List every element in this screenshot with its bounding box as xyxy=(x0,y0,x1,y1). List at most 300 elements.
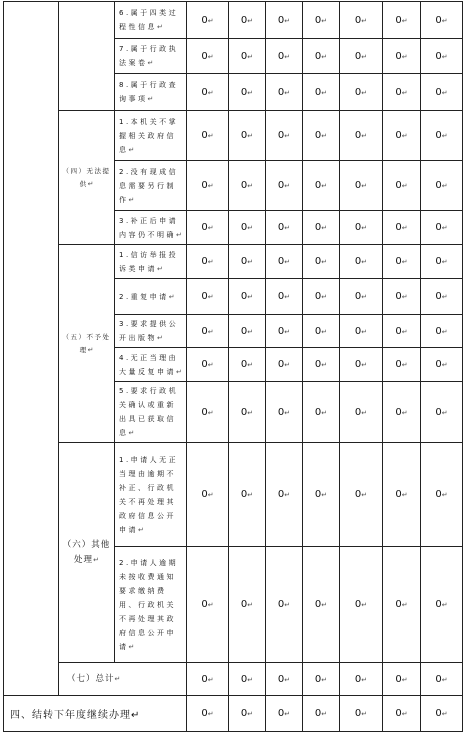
cell-value: 0 xyxy=(435,489,442,500)
paragraph-mark: ↵ xyxy=(361,491,368,499)
paragraph-mark: ↵ xyxy=(441,491,448,499)
count-cell xyxy=(266,382,303,443)
paragraph-mark: ↵ xyxy=(207,132,214,140)
count-cell xyxy=(187,74,229,111)
paragraph-mark: ↵ xyxy=(361,710,368,718)
cell-value: 0 xyxy=(395,406,402,418)
count-cell xyxy=(421,161,463,211)
carry-over-label-text: 四、结转下年度继续办理 xyxy=(10,710,131,721)
group-label-text: （四）无法提供 xyxy=(62,166,111,188)
count-cell xyxy=(187,348,229,382)
paragraph-mark: ↵ xyxy=(207,258,214,266)
paragraph-mark: ↵ xyxy=(441,293,448,301)
total-cell xyxy=(303,663,340,696)
count-cell xyxy=(266,74,303,111)
paragraph-mark: ↵ xyxy=(207,88,214,97)
carry-over-cell xyxy=(383,696,421,732)
paragraph-mark: ↵ xyxy=(168,292,175,301)
row-label xyxy=(115,245,187,279)
count-cell xyxy=(187,315,229,348)
count-cell xyxy=(340,279,383,315)
paragraph-mark: ↵ xyxy=(138,525,144,534)
paragraph-mark: ↵ xyxy=(176,367,182,376)
cell-value: 0 xyxy=(395,673,402,685)
cell-value: 0 xyxy=(240,291,248,302)
count-cell xyxy=(383,211,421,245)
count-cell xyxy=(340,111,383,161)
count-cell xyxy=(187,2,229,39)
count-cell xyxy=(229,315,266,348)
total-cell xyxy=(340,663,383,696)
paragraph-mark: ↵ xyxy=(284,675,291,684)
cell-value: 0 xyxy=(314,130,322,141)
paragraph-mark: ↵ xyxy=(441,88,448,97)
paragraph-mark: ↵ xyxy=(321,361,328,369)
cell-value: 0 xyxy=(201,130,208,141)
cell-value: 0 xyxy=(277,180,285,191)
cell-value: 0 xyxy=(395,180,402,191)
paragraph-mark: ↵ xyxy=(441,408,448,417)
count-cell xyxy=(229,245,266,279)
cell-value: 0 xyxy=(435,359,442,370)
paragraph-mark: ↵ xyxy=(361,408,368,417)
cell-value: 0 xyxy=(201,673,208,685)
count-cell xyxy=(187,39,229,74)
group-other xyxy=(59,443,115,663)
cell-value: 0 xyxy=(240,708,248,719)
paragraph-mark: ↵ xyxy=(441,675,448,684)
count-cell xyxy=(266,111,303,161)
count-cell xyxy=(266,211,303,245)
cell-value: 0 xyxy=(314,256,322,267)
paragraph-mark: ↵ xyxy=(321,408,328,417)
paragraph-mark: ↵ xyxy=(361,675,368,684)
total-cell xyxy=(383,663,421,696)
cell-value: 0 xyxy=(435,406,442,418)
cell-value: 0 xyxy=(277,673,285,685)
count-cell xyxy=(383,74,421,111)
paragraph-mark: ↵ xyxy=(321,16,328,25)
count-cell xyxy=(187,245,229,279)
cell-value: 0 xyxy=(395,86,402,98)
paragraph-mark: ↵ xyxy=(401,408,408,417)
row-label xyxy=(115,348,187,382)
cell-value: 0 xyxy=(240,222,248,233)
paragraph-mark: ↵ xyxy=(321,675,328,684)
paragraph-mark: ↵ xyxy=(128,429,135,437)
paragraph-mark: ↵ xyxy=(361,88,368,97)
cell-value: 0 xyxy=(314,180,322,191)
cell-value: 0 xyxy=(395,14,402,26)
carry-over-cell xyxy=(421,696,463,732)
cell-value: 0 xyxy=(277,325,285,337)
paragraph-mark: ↵ xyxy=(247,675,254,684)
cell-value: 0 xyxy=(277,291,285,302)
cell-value: 0 xyxy=(314,406,322,418)
count-cell xyxy=(383,39,421,74)
table-row xyxy=(4,2,463,39)
count-cell xyxy=(229,547,266,663)
cell-value: 0 xyxy=(435,14,442,26)
paragraph-mark: ↵ xyxy=(284,361,291,369)
cell-value: 0 xyxy=(314,50,322,62)
paragraph-mark: ↵ xyxy=(176,230,182,239)
paragraph-mark: ↵ xyxy=(361,182,368,190)
paragraph-mark: ↵ xyxy=(87,345,94,354)
paragraph-mark: ↵ xyxy=(321,132,328,140)
count-cell xyxy=(303,315,340,348)
paragraph-mark: ↵ xyxy=(207,293,214,301)
cell-value: 0 xyxy=(277,86,285,98)
paragraph-mark: ↵ xyxy=(247,258,254,266)
paragraph-mark: ↵ xyxy=(284,601,291,609)
cell-value: 0 xyxy=(354,86,362,98)
count-cell xyxy=(229,211,266,245)
cell-value: 0 xyxy=(354,180,362,191)
count-cell xyxy=(303,74,340,111)
count-cell xyxy=(229,161,266,211)
cell-value: 0 xyxy=(435,673,442,685)
paragraph-mark: ↵ xyxy=(247,224,254,232)
paragraph-mark: ↵ xyxy=(114,674,121,683)
cell-value: 0 xyxy=(240,180,248,191)
count-cell xyxy=(421,382,463,443)
row-label-text: 1.信访举报投诉类申请 xyxy=(119,250,179,273)
paragraph-mark: ↵ xyxy=(247,408,254,417)
count-cell xyxy=(229,2,266,39)
paragraph-mark: ↵ xyxy=(401,710,408,718)
cell-value: 0 xyxy=(354,359,362,370)
cell-value: 0 xyxy=(201,489,208,500)
count-cell xyxy=(340,443,383,547)
count-cell xyxy=(303,443,340,547)
cell-value: 0 xyxy=(201,50,208,62)
paragraph-mark: ↵ xyxy=(321,710,328,718)
cell-value: 0 xyxy=(240,406,248,418)
count-cell xyxy=(383,2,421,39)
paragraph-mark: ↵ xyxy=(128,145,135,154)
cell-value: 0 xyxy=(277,14,285,26)
paragraph-mark: ↵ xyxy=(361,361,368,369)
paragraph-mark: ↵ xyxy=(321,491,328,499)
count-cell xyxy=(229,443,266,547)
paragraph-mark: ↵ xyxy=(284,16,291,25)
carry-over-cell xyxy=(340,696,383,732)
paragraph-mark: ↵ xyxy=(361,601,368,609)
row-label xyxy=(115,382,187,443)
cell-value: 0 xyxy=(277,50,285,62)
paragraph-mark: ↵ xyxy=(321,327,328,336)
paragraph-mark: ↵ xyxy=(401,182,408,190)
paragraph-mark: ↵ xyxy=(147,95,154,103)
count-cell xyxy=(421,39,463,74)
count-cell xyxy=(266,2,303,39)
count-cell xyxy=(421,279,463,315)
paragraph-mark: ↵ xyxy=(361,327,368,336)
count-cell xyxy=(421,547,463,663)
count-cell xyxy=(340,315,383,348)
paragraph-mark: ↵ xyxy=(207,675,214,684)
paragraph-mark: ↵ xyxy=(147,59,154,67)
count-cell xyxy=(383,111,421,161)
paragraph-mark: ↵ xyxy=(207,16,214,25)
row-label xyxy=(115,547,187,663)
count-cell xyxy=(303,2,340,39)
cell-value: 0 xyxy=(201,708,208,719)
count-cell xyxy=(383,161,421,211)
total-label xyxy=(59,663,187,696)
count-cell xyxy=(383,382,421,443)
cell-value: 0 xyxy=(277,406,285,418)
table-row xyxy=(4,245,463,279)
cell-value: 0 xyxy=(240,256,248,267)
paragraph-mark: ↵ xyxy=(441,16,448,25)
cell-value: 0 xyxy=(435,130,442,141)
row-label-text: 1.申请人无正当理由逾期不补正、行政机关不再处理其政府信息公开申请 xyxy=(119,455,179,534)
cell-value: 0 xyxy=(395,222,402,233)
paragraph-mark: ↵ xyxy=(131,710,141,721)
paragraph-mark: ↵ xyxy=(207,327,214,336)
cell-value: 0 xyxy=(435,325,442,337)
cell-value: 0 xyxy=(201,325,208,337)
paragraph-mark: ↵ xyxy=(401,361,408,369)
count-cell xyxy=(383,315,421,348)
cell-value: 0 xyxy=(354,256,362,267)
row-label-text: 7.属于行政执法案卷 xyxy=(119,45,179,67)
cell-value: 0 xyxy=(314,291,322,302)
count-cell xyxy=(303,211,340,245)
count-cell xyxy=(421,245,463,279)
count-cell xyxy=(266,161,303,211)
count-cell xyxy=(187,279,229,315)
cell-value: 0 xyxy=(395,291,402,302)
count-cell xyxy=(187,111,229,161)
row-label-text: 4.无正当理由大量反复申请 xyxy=(119,353,179,376)
cell-value: 0 xyxy=(354,406,362,418)
count-cell xyxy=(421,111,463,161)
count-cell xyxy=(303,547,340,663)
paragraph-mark: ↵ xyxy=(247,52,254,61)
cell-value: 0 xyxy=(435,708,442,719)
count-cell xyxy=(340,245,383,279)
count-cell xyxy=(229,279,266,315)
carry-over-cell xyxy=(187,696,229,732)
paragraph-mark: ↵ xyxy=(284,408,291,417)
paragraph-mark: ↵ xyxy=(284,491,291,499)
count-cell xyxy=(340,39,383,74)
paragraph-mark: ↵ xyxy=(128,195,135,204)
row-label-text: 2.重复申请 xyxy=(119,292,169,301)
cell-value: 0 xyxy=(240,14,248,26)
total-cell xyxy=(187,663,229,696)
paragraph-mark: ↵ xyxy=(321,601,328,609)
cell-value: 0 xyxy=(201,406,208,418)
cell-value: 0 xyxy=(354,599,362,610)
paragraph-mark: ↵ xyxy=(361,224,368,232)
count-cell xyxy=(383,279,421,315)
row-label xyxy=(115,74,187,111)
paragraph-mark: ↵ xyxy=(361,132,368,140)
paragraph-mark: ↵ xyxy=(321,293,328,301)
cell-value: 0 xyxy=(435,256,442,267)
paragraph-mark: ↵ xyxy=(247,132,254,140)
cell-value: 0 xyxy=(435,599,442,610)
paragraph-mark: ↵ xyxy=(401,327,408,336)
cell-value: 0 xyxy=(201,180,208,191)
count-cell xyxy=(340,382,383,443)
paragraph-mark: ↵ xyxy=(441,182,448,190)
cell-value: 0 xyxy=(354,50,362,62)
cell-value: 0 xyxy=(435,180,442,191)
cell-value: 0 xyxy=(201,291,208,302)
paragraph-mark: ↵ xyxy=(207,601,214,609)
count-cell xyxy=(421,211,463,245)
paragraph-mark: ↵ xyxy=(207,710,214,718)
group-label-text: （五）不予处理 xyxy=(62,332,111,354)
cell-value: 0 xyxy=(314,222,322,233)
cell-value: 0 xyxy=(435,291,442,302)
row-label xyxy=(115,443,187,547)
row-label xyxy=(115,111,187,161)
count-cell xyxy=(187,547,229,663)
row-label-text: 5.要求行政机关确认或重新出具已获取信息 xyxy=(119,387,179,437)
cell-value: 0 xyxy=(435,222,442,233)
count-cell xyxy=(340,348,383,382)
count-cell xyxy=(187,382,229,443)
count-cell xyxy=(266,348,303,382)
count-cell xyxy=(421,74,463,111)
paragraph-mark: ↵ xyxy=(401,601,408,609)
cell-value: 0 xyxy=(277,599,285,610)
cell-value: 0 xyxy=(240,325,248,337)
paragraph-mark: ↵ xyxy=(401,52,408,61)
count-cell xyxy=(340,211,383,245)
paragraph-mark: ↵ xyxy=(361,16,368,25)
cell-value: 0 xyxy=(354,489,362,500)
carry-over-cell xyxy=(303,696,340,732)
count-cell xyxy=(303,348,340,382)
paragraph-mark: ↵ xyxy=(247,327,254,336)
count-cell xyxy=(421,443,463,547)
carry-over-cell xyxy=(229,696,266,732)
paragraph-mark: ↵ xyxy=(207,491,214,499)
cell-value: 0 xyxy=(354,14,362,26)
paragraph-mark: ↵ xyxy=(247,710,254,718)
cell-value: 0 xyxy=(240,86,248,98)
paragraph-mark: ↵ xyxy=(247,293,254,301)
cell-value: 0 xyxy=(354,325,362,337)
count-cell xyxy=(383,348,421,382)
paragraph-mark: ↵ xyxy=(157,23,163,31)
count-cell xyxy=(187,443,229,547)
total-cell xyxy=(421,663,463,696)
total-row xyxy=(4,663,463,696)
total-cell xyxy=(229,663,266,696)
count-cell xyxy=(266,39,303,74)
cell-value: 0 xyxy=(314,708,322,719)
paragraph-mark: ↵ xyxy=(401,293,408,301)
cell-value: 0 xyxy=(395,256,402,267)
paragraph-mark: ↵ xyxy=(401,258,408,266)
row-label-text: 2.申请人逾期未按收费通知要求缴纳费用、行政机关不再处理其政府信息公开申请 xyxy=(119,558,179,651)
paragraph-mark: ↵ xyxy=(247,182,254,190)
count-cell xyxy=(421,315,463,348)
cell-value: 0 xyxy=(314,325,322,337)
count-cell xyxy=(303,245,340,279)
cell-value: 0 xyxy=(240,673,248,685)
paragraph-mark: ↵ xyxy=(284,132,291,140)
count-cell xyxy=(229,111,266,161)
paragraph-mark: ↵ xyxy=(207,408,214,417)
table-row xyxy=(4,111,463,161)
paragraph-mark: ↵ xyxy=(441,52,448,61)
row-label xyxy=(115,315,187,348)
cell-value: 0 xyxy=(277,256,285,267)
cell-value: 0 xyxy=(314,86,322,98)
row-label-text: 6.属于四类过程性信息 xyxy=(119,9,179,31)
count-cell xyxy=(421,2,463,39)
row-label-text: 3.补正后申请内容仍不明确 xyxy=(119,216,179,239)
cell-value: 0 xyxy=(395,708,402,719)
count-cell xyxy=(187,161,229,211)
cell-value: 0 xyxy=(395,50,402,62)
paragraph-mark: ↵ xyxy=(321,182,328,190)
cell-value: 0 xyxy=(314,673,322,685)
cell-value: 0 xyxy=(314,489,322,500)
total-label-text: （七）总计 xyxy=(67,673,115,684)
paragraph-mark: ↵ xyxy=(247,88,254,97)
count-cell xyxy=(303,382,340,443)
table-row xyxy=(4,443,463,547)
paragraph-mark: ↵ xyxy=(441,132,448,140)
row-label xyxy=(115,2,187,39)
cell-value: 0 xyxy=(277,708,285,719)
paragraph-mark: ↵ xyxy=(207,52,214,61)
paragraph-mark: ↵ xyxy=(321,52,328,61)
cell-value: 0 xyxy=(277,222,285,233)
paragraph-mark: ↵ xyxy=(441,224,448,232)
paragraph-mark: ↵ xyxy=(207,361,214,369)
cell-value: 0 xyxy=(395,489,402,500)
paragraph-mark: ↵ xyxy=(247,361,254,369)
row-label-text: 2.没有现成信息需要另行制作 xyxy=(119,167,179,204)
count-cell xyxy=(383,443,421,547)
outer-category-cell xyxy=(4,2,59,696)
cell-value: 0 xyxy=(240,599,248,610)
paragraph-mark: ↵ xyxy=(157,264,163,273)
carry-over-cell xyxy=(266,696,303,732)
paragraph-mark: ↵ xyxy=(284,293,291,301)
count-cell xyxy=(340,74,383,111)
paragraph-mark: ↵ xyxy=(401,16,408,25)
group-unable xyxy=(59,111,115,245)
paragraph-mark: ↵ xyxy=(401,88,408,97)
row-label xyxy=(115,211,187,245)
cell-value: 0 xyxy=(277,359,285,370)
cell-value: 0 xyxy=(354,708,362,719)
cell-value: 0 xyxy=(201,86,208,98)
cell-value: 0 xyxy=(240,489,248,500)
cell-value: 0 xyxy=(435,50,442,62)
paragraph-mark: ↵ xyxy=(128,642,135,651)
paragraph-mark: ↵ xyxy=(207,182,214,190)
row-label-text: 8.属于行政查询事项 xyxy=(119,81,179,103)
paragraph-mark: ↵ xyxy=(401,491,408,499)
paragraph-mark: ↵ xyxy=(361,258,368,266)
group-cell-continued xyxy=(59,2,115,111)
count-cell xyxy=(303,161,340,211)
paragraph-mark: ↵ xyxy=(87,179,94,188)
